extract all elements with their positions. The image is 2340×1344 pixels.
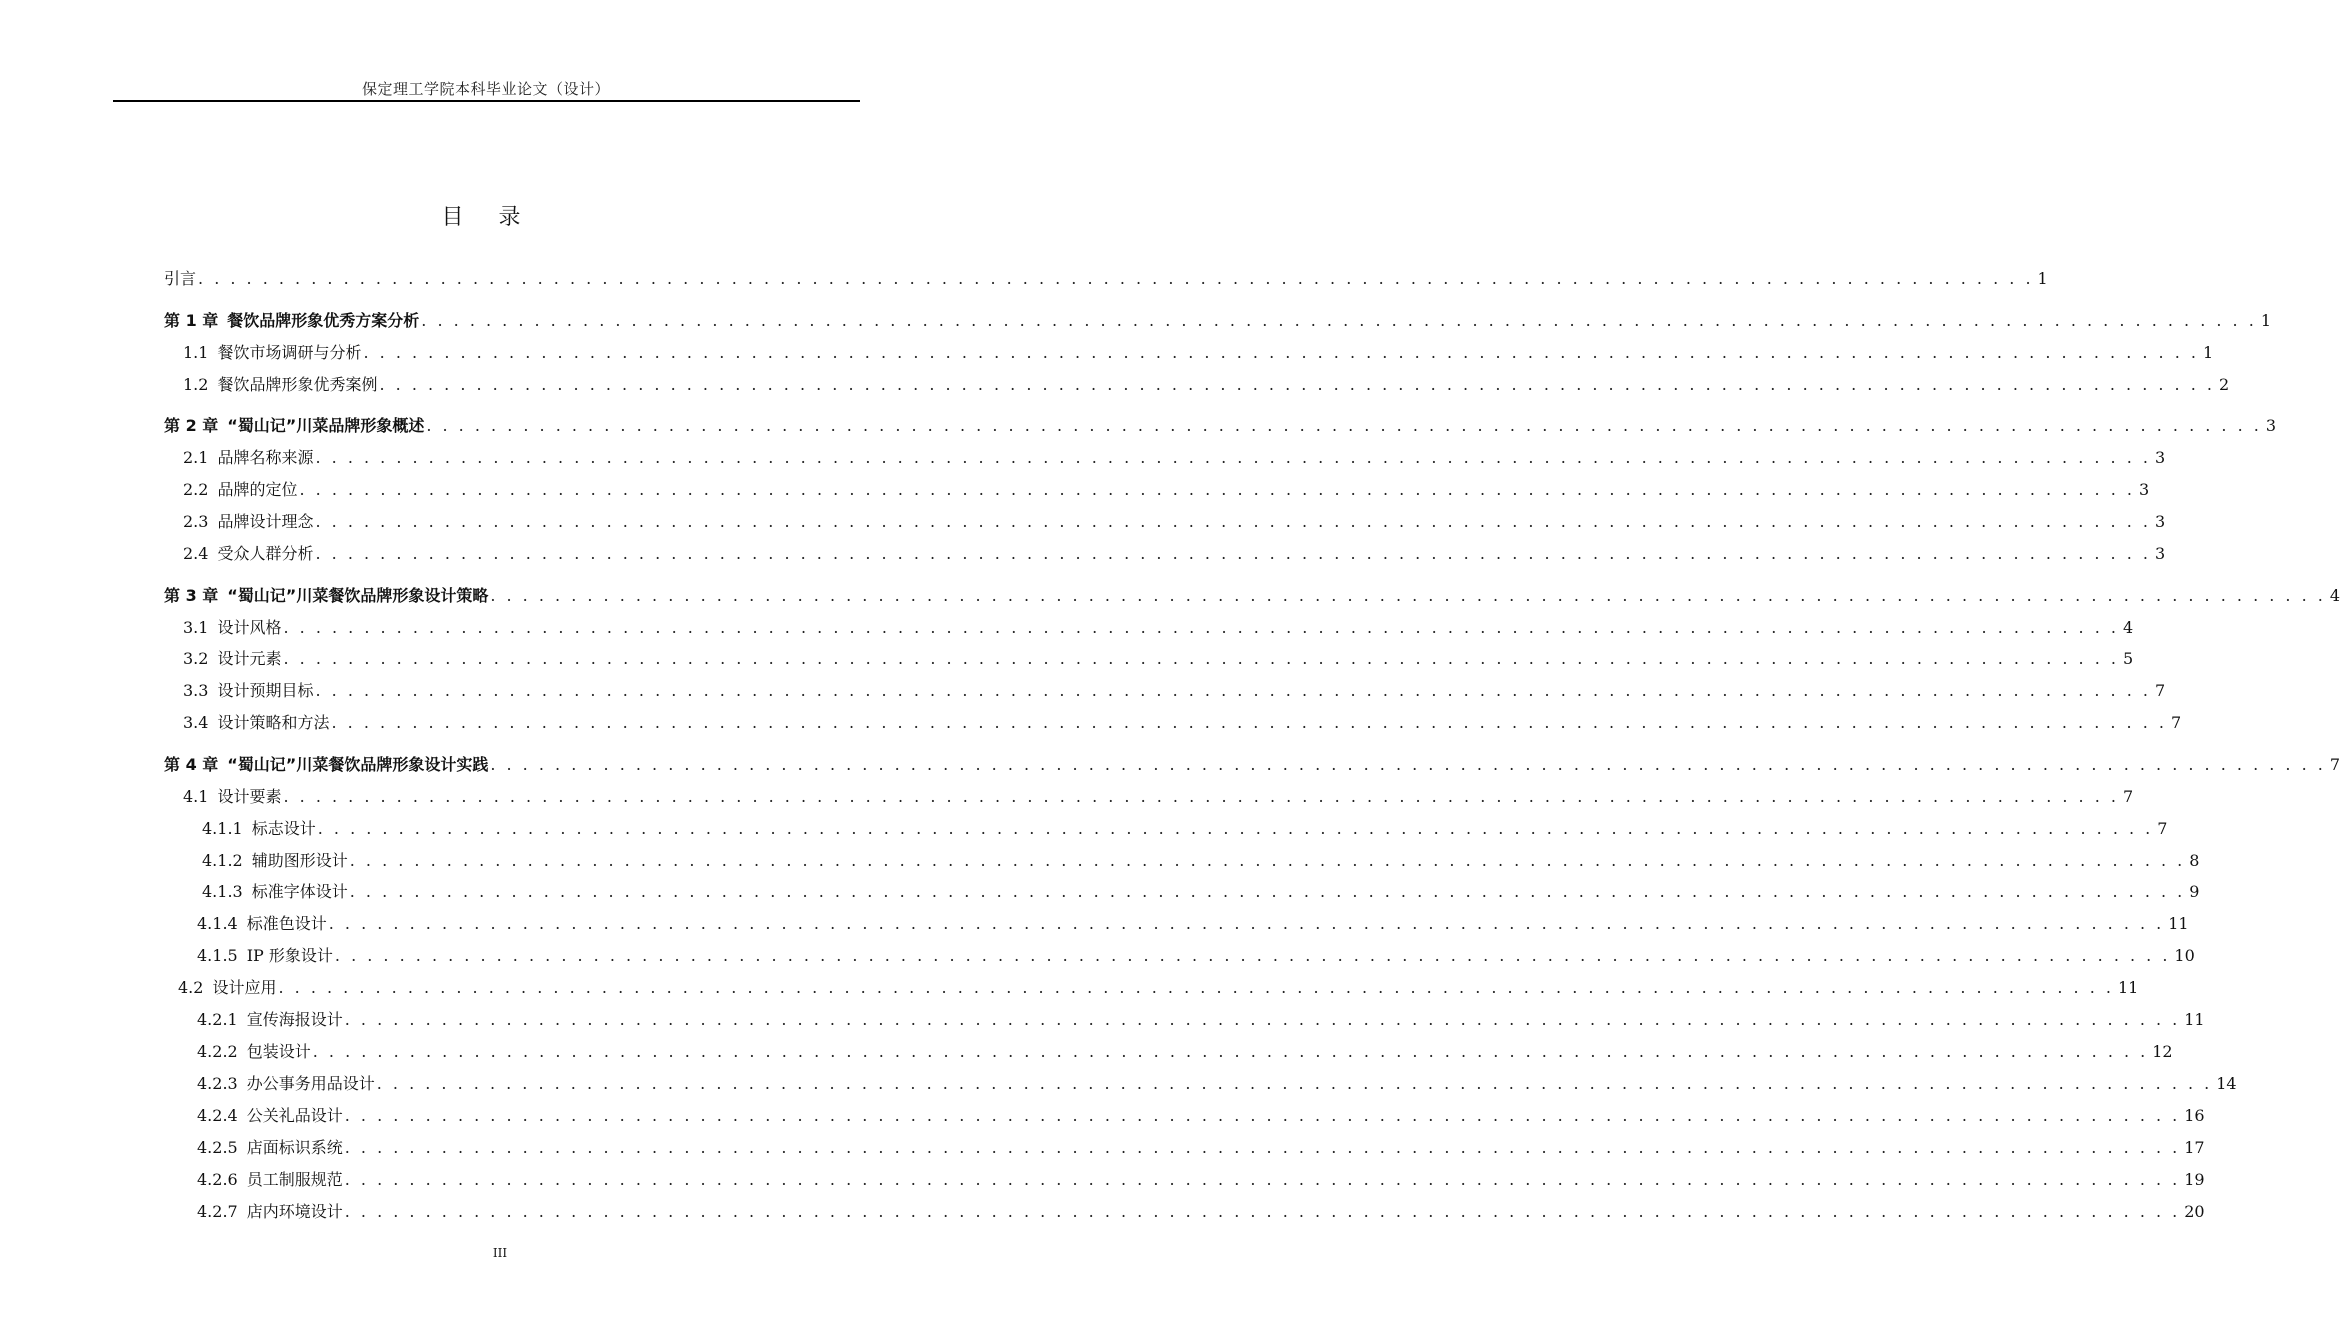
toc-entry-chapter-4[interactable] [164, 753, 2340, 777]
toc-entry-page: 11 [2168, 914, 2189, 933]
toc-entry-subsection[interactable] [197, 1104, 2205, 1128]
toc-entry-page: 16 [2184, 1106, 2205, 1125]
toc-leader-dots: . . . . . . . . . . . . . . . . . . . . . . . . . . . . . . . . . . . . . . . . . . . . . . . . . . . . . . . . . . . . . . . . . . . . . . . . . . . . . . . . . . . . . . . . . . . . . . . . . . . . . . . . . . . . . . . . . . [283, 618, 2119, 637]
toc-leader-dots: . . . . . . . . . . . . . . . . . . . . . . . . . . . . . . . . . . . . . . . . . . . . . . . . . . . . . . . . . . . . . . . . . . . . . . . . . . . . . . . . . . . . . . . . . . . . . . . . . . . . . . . . . . . . . . . . . . [315, 681, 2151, 700]
toc-entry-page: 3 [2265, 416, 2277, 435]
toc-entry-page: 11 [2184, 1010, 2205, 1029]
toc-entry-page: 10 [2174, 946, 2195, 965]
toc-entry-page: 8 [2189, 851, 2200, 870]
toc-entry-number: 4.2.4 [197, 1106, 238, 1125]
toc-leader-dots: . . . . . . . . . . . . . . . . . . . . . . . . . . . . . . . . . . . . . . . . . . . . . . . . . . . . . . . . . . . . . . . . . . . . . . . . . . . . . . . . . . . . . . . . . . . . . . . . . . . . . . . . . . . . . . . . . . [363, 343, 2199, 362]
toc-entry-number: 4.1 [183, 787, 209, 806]
toc-leader-dots: . . . . . . . . . . . . . . . . . . . . . . . . . . . . . . . . . . . . . . . . . . . . . . . . . . . . . . . . . . . . . . . . . . . . . . . . . . . . . . . . . . . . . . . . . . . . . . . . . . . . . . . . . . . . . . . . . . [376, 1074, 2213, 1093]
toc-entry-subsection[interactable] [197, 1136, 2205, 1160]
toc-entry-label: 宣传海报设计 [246, 1010, 343, 1029]
toc-leader-dots: . . . . . . . . . . . . . . . . . . . . . . . . . . . . . . . . . . . . . . . . . . . . . . . . . . . . . . . . . . . . . . . . . . . . . . . . . . . . . . . . . . . . . . . . . . . . . . . . . . . . . . . . . . . . . . . . . . [315, 544, 2151, 563]
toc-leader-dots: . . . . . . . . . . . . . . . . . . . . . . . . . . . . . . . . . . . . . . . . . . . . . . . . . . . . . . . . . . . . . . . . . . . . . . . . . . . . . . . . . . . . . . . . . . . . . . . . . . . . . . . . . . . . . . . . . . [344, 1106, 2181, 1125]
toc-entry-label: 店内环境设计 [246, 1202, 343, 1221]
toc-leader-dots: . . . . . . . . . . . . . . . . . . . . . . . . . . . . . . . . . . . . . . . . . . . . . . . . . . . . . . . . . . . . . . . . . . . . . . . . . . . . . . . . . . . . . . . . . . . . . . . . . . . . . . . . . . . . . . . . . . [317, 819, 2154, 838]
toc-entry-label: 办公事务用品设计 [246, 1074, 375, 1093]
toc-entry-label: 辅助图形设计 [251, 851, 348, 870]
toc-entry-number: 4.1.3 [202, 882, 243, 901]
toc-entry-page: 2 [2218, 375, 2230, 394]
toc-entry-label: 品牌的定位 [217, 480, 298, 499]
toc-leader-dots: . . . . . . . . . . . . . . . . . . . . . . . . . . . . . . . . . . . . . . . . . . . . . . . . . . . . . . . . . . . . . . . . . . . . . . . . . . . . . . . . . . . . . . . . . . . . . . . . . . . . . . . . . . . . . . . . . . [283, 649, 2119, 668]
toc-entry-subsection[interactable] [197, 1200, 2205, 1224]
toc-entry-section[interactable] [183, 341, 2214, 365]
toc-entry-page: 7 [2122, 787, 2134, 806]
toc-entry-label: 设计元素 [217, 649, 282, 668]
toc-entry-section[interactable] [183, 785, 2134, 809]
toc-leader-dots: . . . . . . . . . . . . . . . . . . . . . . . . . . . . . . . . . . . . . . . . . . . . . . . . . . . . . . . . . . . . . . . . . . . . . . . . . . . . . . . . . . . . . . . . . . . . . . . . . . . . . . . . . . . . . . . . . . [490, 586, 2326, 605]
toc-entry-page: 17 [2184, 1138, 2205, 1157]
toc-entry-subsection[interactable] [197, 912, 2189, 936]
toc-leader-dots: . . . . . . . . . . . . . . . . . . . . . . . . . . . . . . . . . . . . . . . . . . . . . . . . . . . . . . . . . . . . . . . . . . . . . . . . . . . . . . . . . . . . . . . . . . . . . . . . . . . . . . . . . . . . . . . . . . [349, 882, 2186, 901]
toc-entry-subsection[interactable] [197, 944, 2195, 968]
toc-entry-page: 14 [2216, 1074, 2237, 1093]
toc-entry-page: 1 [2260, 311, 2271, 330]
toc-entry-intro[interactable] [164, 267, 2048, 291]
toc-entry-number: 2.3 [183, 512, 209, 531]
toc-leader-dots: . . . . . . . . . . . . . . . . . . . . . . . . . . . . . . . . . . . . . . . . . . . . . . . . . . . . . . . . . . . . . . . . . . . . . . . . . . . . . . . . . . . . . . . . . . . . . . . . . . . . . . . . . . . . . . . . . . [344, 1010, 2181, 1029]
toc-leader-dots: . . . . . . . . . . . . . . . . . . . . . . . . . . . . . . . . . . . . . . . . . . . . . . . . . . . . . . . . . . . . . . . . . . . . . . . . . . . . . . . . . . . . . . . . . . . . . . . . . . . . . . . . . . . . . . . . . . [344, 1170, 2181, 1189]
toc-entry-label: 员工制服规范 [246, 1170, 343, 1189]
toc-entry-page: 7 [2329, 755, 2340, 774]
toc-entry-chapter-1[interactable] [164, 309, 2271, 333]
toc-entry-page: 11 [2117, 978, 2139, 997]
page-number: III [492, 1246, 508, 1260]
toc-entry-number: 4.2 [178, 978, 204, 997]
toc-entry-section[interactable] [183, 647, 2134, 671]
toc-entry-page: 20 [2184, 1202, 2205, 1221]
toc-entry-label: 品牌设计理念 [217, 512, 314, 531]
toc-entry-number: 4.2.1 [197, 1010, 238, 1029]
toc-entry-number: 3.2 [183, 649, 209, 668]
toc-entry-page: 4 [2329, 586, 2340, 605]
toc-leader-dots: . . . . . . . . . . . . . . . . . . . . . . . . . . . . . . . . . . . . . . . . . . . . . . . . . . . . . . . . . . . . . . . . . . . . . . . . . . . . . . . . . . . . . . . . . . . . . . . . . . . . . . . . . . . . . . . . . . [490, 755, 2326, 774]
toc-leader-dots: . . . . . . . . . . . . . . . . . . . . . . . . . . . . . . . . . . . . . . . . . . . . . . . . . . . . . . . . . . . . . . . . . . . . . . . . . . . . . . . . . . . . . . . . . . . . . . . . . . . . . . . . . . . . . . . . . . [198, 269, 2034, 288]
toc-entry-label: 标准字体设计 [251, 882, 348, 901]
toc-entry-subsection[interactable] [197, 1040, 2173, 1064]
toc-leader-dots: . . . . . . . . . . . . . . . . . . . . . . . . . . . . . . . . . . . . . . . . . . . . . . . . . . . . . . . . . . . . . . . . . . . . . . . . . . . . . . . . . . . . . . . . . . . . . . . . . . . . . . . . . . . . . . . . . . [344, 1138, 2181, 1157]
toc-entry-subsection[interactable] [197, 1168, 2205, 1192]
toc-entry-subsection[interactable] [197, 1072, 2237, 1096]
toc-entry-page: 12 [2152, 1042, 2173, 1061]
toc-entry-section[interactable] [183, 373, 2230, 397]
toc-entry-page: 3 [2138, 480, 2150, 499]
toc-entry-number: 4.2.2 [197, 1042, 238, 1061]
toc-entry-subsection[interactable] [202, 849, 2200, 873]
toc-entry-number: 2.1 [183, 448, 209, 467]
toc-entry-section[interactable] [183, 510, 2166, 534]
toc-entry-page: 3 [2154, 448, 2166, 467]
toc-leader-dots: . . . . . . . . . . . . . . . . . . . . . . . . . . . . . . . . . . . . . . . . . . . . . . . . . . . . . . . . . . . . . . . . . . . . . . . . . . . . . . . . . . . . . . . . . . . . . . . . . . . . . . . . . . . . . . . . . . [344, 1202, 2181, 1221]
toc-entry-number: 3.4 [183, 713, 209, 732]
toc-entry-label: 标准色设计 [246, 914, 327, 933]
toc-entry-subsection[interactable] [202, 880, 2200, 904]
toc-entry-page: 7 [2154, 681, 2166, 700]
toc-entry-label: “蜀山记”川菜餐饮品牌形象设计实践 [227, 755, 489, 774]
toc-entry-label: 受众人群分析 [217, 544, 314, 563]
running-header: 保定理工学院本科毕业论文（设计） [361, 80, 610, 98]
toc-leader-dots: . . . . . . . . . . . . . . . . . . . . . . . . . . . . . . . . . . . . . . . . . . . . . . . . . . . . . . . . . . . . . . . . . . . . . . . . . . . . . . . . . . . . . . . . . . . . . . . . . . . . . . . . . . . . . . . . . . [349, 851, 2186, 870]
toc-title: 目 录 [441, 205, 535, 230]
toc-entry-page: 9 [2189, 882, 2200, 901]
toc-entry-label: 包装设计 [246, 1042, 311, 1061]
toc-entry-section[interactable] [183, 478, 2150, 502]
toc-entry-chapter-3[interactable] [164, 584, 2340, 608]
toc-entry-label: 设计应用 [212, 978, 277, 997]
toc-entry-chapter-2[interactable] [164, 414, 2277, 438]
toc-entry-label: 设计风格 [217, 618, 282, 637]
toc-entry-page: 3 [2154, 544, 2166, 563]
toc-leader-dots: . . . . . . . . . . . . . . . . . . . . . . . . . . . . . . . . . . . . . . . . . . . . . . . . . . . . . . . . . . . . . . . . . . . . . . . . . . . . . . . . . . . . . . . . . . . . . . . . . . . . . . . . . . . . . . . . . . [315, 448, 2151, 467]
toc-leader-dots: . . . . . . . . . . . . . . . . . . . . . . . . . . . . . . . . . . . . . . . . . . . . . . . . . . . . . . . . . . . . . . . . . . . . . . . . . . . . . . . . . . . . . . . . . . . . . . . . . . . . . . . . . . . . . . . . . . [299, 480, 2135, 499]
toc-entry-label: “蜀山记”川菜品牌形象概述 [227, 416, 425, 435]
toc-entry-section[interactable] [178, 976, 2139, 1000]
toc-entry-number: 4.1.1 [202, 819, 243, 838]
toc-leader-dots: . . . . . . . . . . . . . . . . . . . . . . . . . . . . . . . . . . . . . . . . . . . . . . . . . . . . . . . . . . . . . . . . . . . . . . . . . . . . . . . . . . . . . . . . . . . . . . . . . . . . . . . . . . . . . . . . . . [328, 914, 2165, 933]
toc-entry-label: 设计预期目标 [217, 681, 314, 700]
toc-entry-number: 1.2 [183, 375, 209, 394]
toc-leader-dots: . . . . . . . . . . . . . . . . . . . . . . . . . . . . . . . . . . . . . . . . . . . . . . . . . . . . . . . . . . . . . . . . . . . . . . . . . . . . . . . . . . . . . . . . . . . . . . . . . . . . . . . . . . . . . . . . . . [334, 946, 2171, 965]
toc-entry-page: 4 [2122, 618, 2134, 637]
toc-leader-dots: . . . . . . . . . . . . . . . . . . . . . . . . . . . . . . . . . . . . . . . . . . . . . . . . . . . . . . . . . . . . . . . . . . . . . . . . . . . . . . . . . . . . . . . . . . . . . . . . . . . . . . . . . . . . . . . . . . [426, 416, 2262, 435]
toc-entry-label: 餐饮品牌形象优秀案例 [217, 375, 378, 394]
toc-entry-label: 标志设计 [251, 819, 316, 838]
toc-entry-number: 第 2 章 [164, 416, 219, 435]
toc-entry-number: 4.1.5 [197, 946, 238, 965]
toc-entry-number: 第 3 章 [164, 586, 219, 605]
toc-leader-dots: . . . . . . . . . . . . . . . . . . . . . . . . . . . . . . . . . . . . . . . . . . . . . . . . . . . . . . . . . . . . . . . . . . . . . . . . . . . . . . . . . . . . . . . . . . . . . . . . . . . . . . . . . . . . . . . . . . [312, 1042, 2149, 1061]
toc-leader-dots: . . . . . . . . . . . . . . . . . . . . . . . . . . . . . . . . . . . . . . . . . . . . . . . . . . . . . . . . . . . . . . . . . . . . . . . . . . . . . . . . . . . . . . . . . . . . . . . . . . . . . . . . . . . . . . . . . . [331, 713, 2167, 732]
toc-leader-dots: . . . . . . . . . . . . . . . . . . . . . . . . . . . . . . . . . . . . . . . . . . . . . . . . . . . . . . . . . . . . . . . . . . . . . . . . . . . . . . . . . . . . . . . . . . . . . . . . . . . . . . . . . . . . . . . . . . [283, 787, 2119, 806]
toc-entry-section[interactable] [183, 542, 2166, 566]
toc-entry-page: 7 [2157, 819, 2168, 838]
toc-entry-page: 5 [2122, 649, 2134, 668]
toc-leader-dots: . . . . . . . . . . . . . . . . . . . . . . . . . . . . . . . . . . . . . . . . . . . . . . . . . . . . . . . . . . . . . . . . . . . . . . . . . . . . . . . . . . . . . . . . . . . . . . . . . . . . . . . . . . . . . . . . . . [315, 512, 2151, 531]
toc-leader-dots: . . . . . . . . . . . . . . . . . . . . . . . . . . . . . . . . . . . . . . . . . . . . . . . . . . . . . . . . . . . . . . . . . . . . . . . . . . . . . . . . . . . . . . . . . . . . . . . . . . . . . . . . . . . . . . . . . . [421, 311, 2257, 330]
toc-entry-label: 引言 [164, 269, 197, 288]
toc-entry-number: 1.1 [183, 343, 209, 362]
toc-entry-number: 2.4 [183, 544, 209, 563]
toc-entry-label: 设计要素 [217, 787, 282, 806]
toc-entry-section[interactable] [183, 679, 2166, 703]
toc-entry-section[interactable] [183, 711, 2182, 735]
toc-leader-dots: . . . . . . . . . . . . . . . . . . . . . . . . . . . . . . . . . . . . . . . . . . . . . . . . . . . . . . . . . . . . . . . . . . . . . . . . . . . . . . . . . . . . . . . . . . . . . . . . . . . . . . . . . . . . . . . . . . [278, 978, 2114, 997]
toc-entry-label: 店面标识系统 [246, 1138, 343, 1157]
toc-entry-subsection[interactable] [202, 817, 2168, 841]
toc-entry-page: 1 [2202, 343, 2214, 362]
toc-entry-number: 4.2.5 [197, 1138, 238, 1157]
toc-leader-dots: . . . . . . . . . . . . . . . . . . . . . . . . . . . . . . . . . . . . . . . . . . . . . . . . . . . . . . . . . . . . . . . . . . . . . . . . . . . . . . . . . . . . . . . . . . . . . . . . . . . . . . . . . . . . . . . . . . [379, 375, 2215, 394]
toc-entry-label: 公关礼品设计 [246, 1106, 343, 1125]
toc-entry-label: “蜀山记”川菜餐饮品牌形象设计策略 [227, 586, 489, 605]
toc-entry-number: 3.3 [183, 681, 209, 700]
toc-entry-number: 第 1 章 [164, 311, 219, 330]
toc-entry-page: 7 [2170, 713, 2182, 732]
toc-entry-number: 第 4 章 [164, 755, 219, 774]
toc-entry-label: 餐饮市场调研与分析 [217, 343, 362, 362]
toc-entry-number: 4.2.7 [197, 1202, 238, 1221]
toc-entry-section[interactable] [183, 446, 2166, 470]
toc-entry-label: 设计策略和方法 [217, 713, 330, 732]
toc-entry-label: 餐饮品牌形象优秀方案分析 [227, 311, 420, 330]
toc-entry-page: 3 [2154, 512, 2166, 531]
toc-entry-number: 4.2.3 [197, 1074, 238, 1093]
toc-entry-section[interactable] [183, 616, 2134, 640]
toc-entry-page: 1 [2037, 269, 2048, 288]
toc-entry-subsection[interactable] [197, 1008, 2205, 1032]
toc-entry-number: 2.2 [183, 480, 209, 499]
toc-entry-number: 4.2.6 [197, 1170, 238, 1189]
toc-entry-label: IP 形象设计 [246, 946, 333, 965]
toc-entry-label: 品牌名称来源 [217, 448, 314, 467]
toc-entry-page: 19 [2184, 1170, 2205, 1189]
toc-entry-number: 3.1 [183, 618, 209, 637]
toc-entry-number: 4.1.2 [202, 851, 243, 870]
toc-entry-number: 4.1.4 [197, 914, 238, 933]
